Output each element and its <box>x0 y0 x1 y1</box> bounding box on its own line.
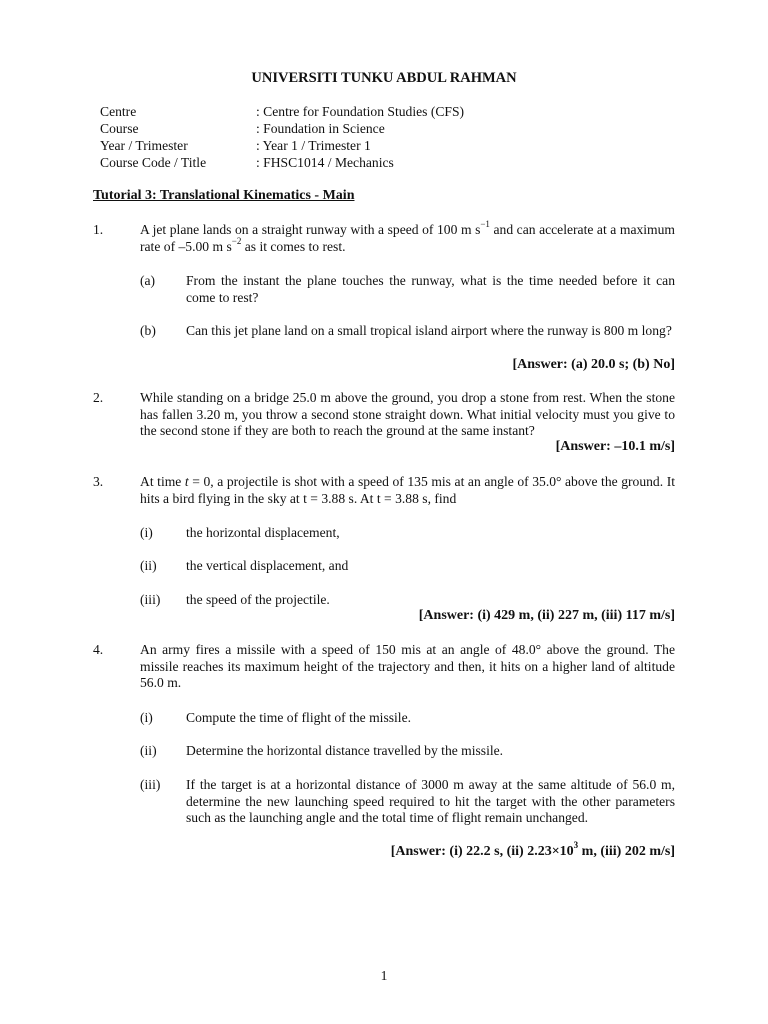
question-text-segment: A jet plane lands on a straight runway with a speed of 100 m s <box>140 222 481 237</box>
answer-segment: [Answer: (i) 22.2 s, (ii) 2.23×10 <box>390 844 574 859</box>
question-number: 1. <box>93 222 104 237</box>
answer-text: [Answer: –10.1 m/s] <box>555 439 675 454</box>
question-text-segment: While standing on a bridge 25.0 m above the ground, you drop a stone from rest. When the stone has fallen 3.20 m, you throw a second stone straight down. What initial velocity must you give to the second stone if they are both to reach the ground at the same instant? <box>140 390 675 438</box>
info-key: Course <box>100 121 139 136</box>
university-title: UNIVERSITI TUNKU ABDUL RAHMAN <box>251 70 517 86</box>
question-text-segment: and can accelerate at a maximum rate of –5.00 m s <box>140 222 675 254</box>
subpart-label: (iii) <box>140 592 161 607</box>
question-text-segment: as it comes to rest. <box>241 238 346 254</box>
subpart-text: Determine the horizontal distance travelled by the missile. <box>186 743 504 758</box>
subpart-text: the vertical displacement, and <box>186 558 349 573</box>
question-number: 3. <box>93 474 104 489</box>
info-value: : Centre for Foundation Studies (CFS) <box>256 104 465 119</box>
info-key: Centre <box>100 104 137 119</box>
info-key: Course Code / Title <box>100 155 207 170</box>
subpart-label: (ii) <box>140 558 157 573</box>
question-text-segment: At time <box>140 474 185 489</box>
subpart-text: From the instant the plane touches the runway, what is the time needed before it can come to rest? <box>186 273 675 305</box>
superscript: −1 <box>480 219 490 230</box>
page-number: 1 <box>380 968 388 983</box>
subpart-label: (i) <box>140 525 153 540</box>
info-value: : Year 1 / Trimester 1 <box>256 138 371 153</box>
question-4-text: An army fires a missile with a speed of 150 mis at an angle of 48.0° above the ground. The missile reaches its maximum height of the trajectory and then, it hits on a higher land of altitude 56.0 m. <box>140 642 675 690</box>
question-text-segment: = 0, a projectile is shot with a speed of 135 mis at an angle of 35.0° above the ground. It hits a bird flying in the sky at t = 3.88 s. At t = 3.88 s, find <box>140 474 675 506</box>
question-2-text <box>140 390 675 440</box>
answer-text <box>390 840 675 861</box>
question-number: 4. <box>93 642 104 657</box>
subpart-label: (i) <box>140 710 153 725</box>
variable-t: t <box>184 474 189 489</box>
info-key: Year / Trimester <box>100 138 188 153</box>
info-value: : FHSC1014 / Mechanics <box>256 155 394 170</box>
subpart-label: (iii) <box>140 777 161 792</box>
question-3-text <box>140 474 675 507</box>
subpart-text: If the target is at a horizontal distance of 3000 m away at the same altitude of 56.0 m, determine the new launching speed required to hit the target with the other parameters such as the launching angle and the total time of flight remain unchanged. <box>186 777 675 825</box>
answer-text: [Answer: (a) 20.0 s; (b) No] <box>512 357 675 372</box>
subpart-label: (a) <box>140 273 156 288</box>
subpart-label: (ii) <box>140 743 157 758</box>
subpart-text: Compute the time of flight of the missile. <box>186 710 412 725</box>
subpart-text: Can this jet plane land on a small tropical island airport where the runway is 800 m long? <box>186 323 672 338</box>
answer-segment: m, (iii) 202 m/s] <box>578 844 675 859</box>
question-number: 2. <box>93 390 104 405</box>
subpart-text: the speed of the projectile. <box>186 592 330 607</box>
info-value: : Foundation in Science <box>256 121 385 136</box>
question-1-text <box>140 219 675 255</box>
subpart-text: the horizontal displacement, <box>186 525 340 540</box>
answer-text: [Answer: (i) 429 m, (ii) 227 m, (iii) 117 m/s] <box>418 608 675 623</box>
subpart-label: (b) <box>140 323 156 338</box>
superscript: −2 <box>231 235 242 246</box>
superscript: 3 <box>573 840 579 851</box>
tutorial-heading: Tutorial 3: Translational Kinematics - Main <box>93 188 355 203</box>
